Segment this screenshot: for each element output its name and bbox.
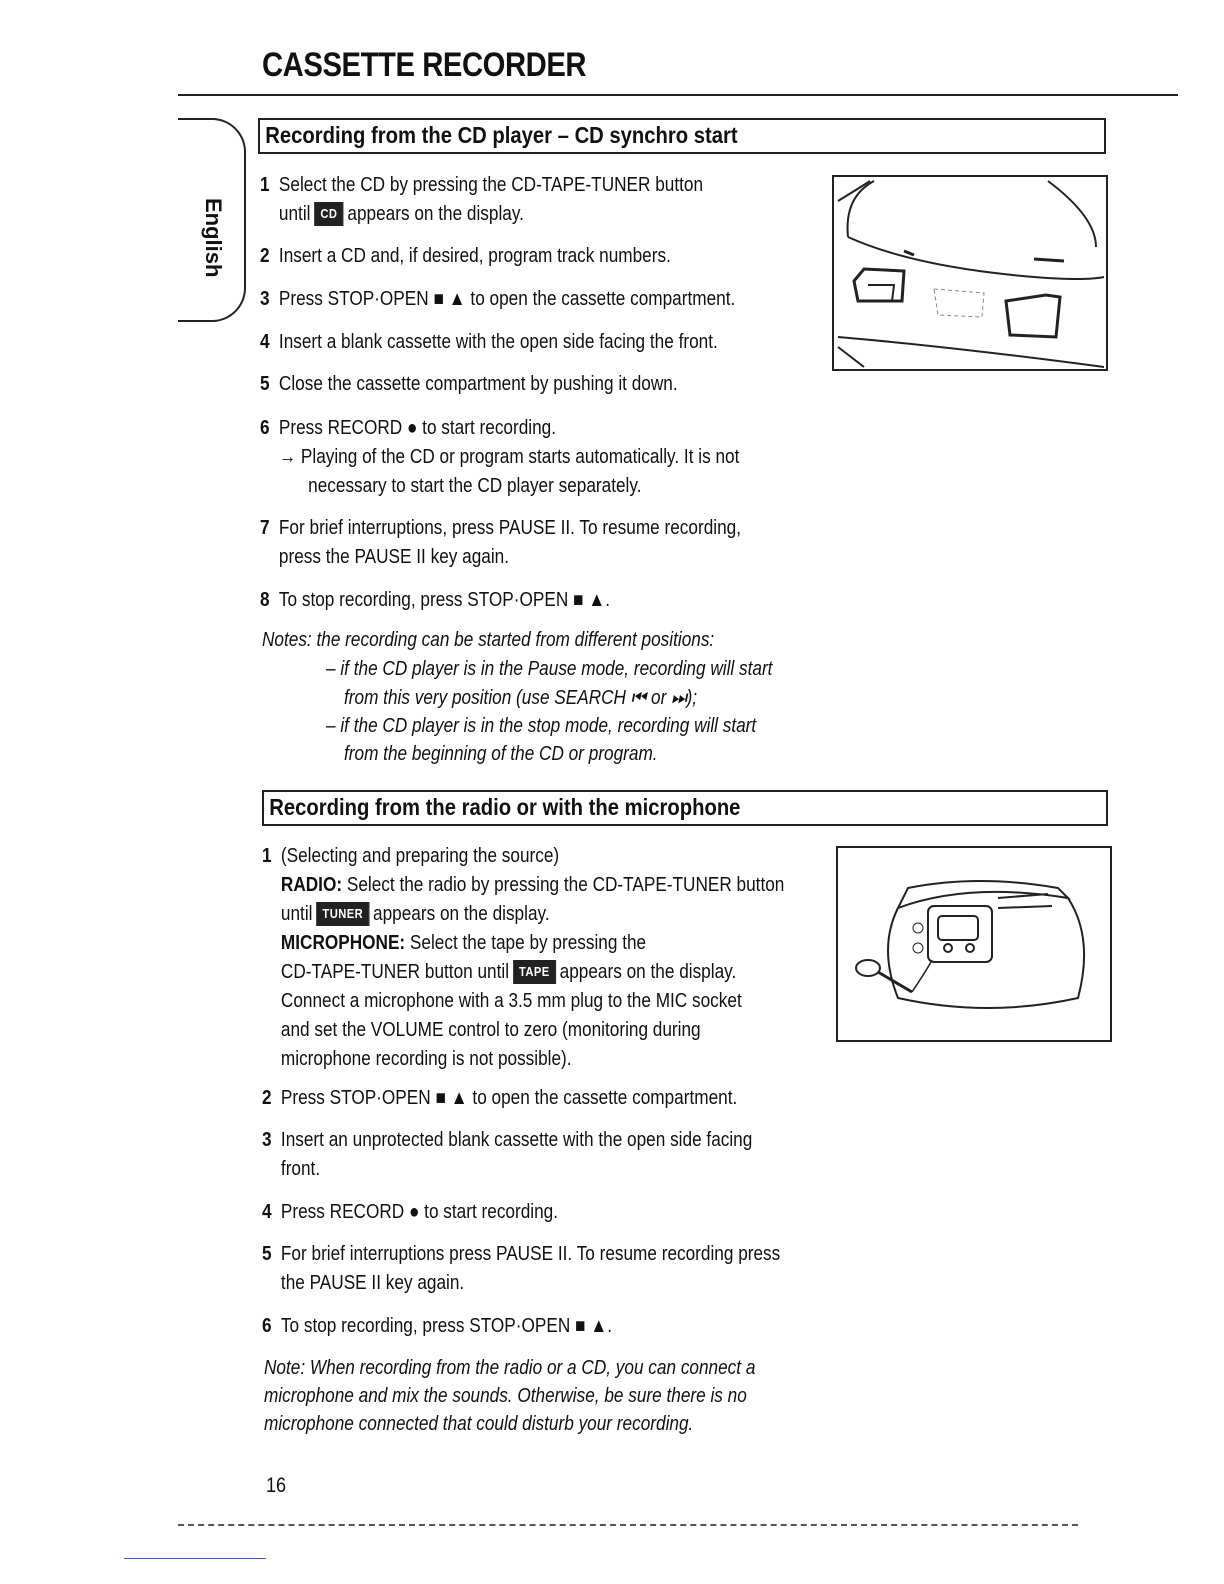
step-2: 2 Press STOP·OPEN ■ ▲ to open the cassette compartment. bbox=[262, 1087, 738, 1109]
section-title: Recording from the CD player – CD synchro start bbox=[265, 122, 738, 148]
pause-symbol: II bbox=[416, 546, 426, 568]
note-line-1: Note: When recording from the radio or a CD, you can connect a bbox=[264, 1357, 756, 1379]
step-1: 1 Select the CD by pressing the CD-TAPE-TUNER button until CD appears on the display. bbox=[260, 174, 704, 225]
cassette-buttons-illustration bbox=[834, 177, 1106, 369]
footer-rule bbox=[178, 1524, 1078, 1526]
note-item-1-line-2: from this very position (use SEARCH ⏮ or ⏭); bbox=[344, 687, 698, 709]
note-line-3: microphone connected that could disturb your recording. bbox=[264, 1413, 694, 1435]
microphone-label: MICROPHONE: bbox=[280, 932, 406, 954]
step-8: 8 To stop recording, press STOP·OPEN ■ ▲. bbox=[260, 589, 611, 611]
stop-eject-symbol: ■ ▲ bbox=[573, 589, 606, 611]
section-heading-radio-microphone bbox=[262, 790, 1108, 826]
record-symbol: ● bbox=[406, 417, 418, 439]
step-3: 3 Insert an unprotected blank cassette with the open side facing front. bbox=[262, 1129, 753, 1180]
header-rule bbox=[178, 94, 1178, 96]
section-title: Recording from the radio or with the microphone bbox=[269, 794, 741, 820]
step-6: 6 To stop recording, press STOP·OPEN ■ ▲. bbox=[262, 1315, 613, 1337]
note-line-2: microphone and mix the sounds. Otherwise, be sure there is no bbox=[264, 1385, 747, 1407]
boombox-microphone-illustration bbox=[838, 848, 1110, 1040]
pause-symbol: II bbox=[371, 1272, 382, 1294]
step-7: 7 For brief interruptions, press PAUSE II. To resume recording, press the PAUSE II key again. bbox=[260, 517, 741, 568]
tuner-display-indicator: TUNER bbox=[317, 903, 368, 925]
pause-symbol: II bbox=[560, 517, 571, 539]
page-title: CASSETTE RECORDER bbox=[262, 46, 587, 84]
step-3: 3 Press STOP·OPEN ■ ▲ to open the cassette compartment. bbox=[260, 288, 736, 310]
step-1-source: 1 (Selecting and preparing the source) RADIO: Select the radio by pressing the CD-TAPE-TUNER button until TUNER appears on the display. MICROPHONE: Select the tape by pressing the CD-TAPE-TUNER button until TAPE appears on the display. Connect a microphone with a 3.5 mm plug to the MIC socket and set the VOLUME control to zero (monitoring during microphone recording is not possible). bbox=[262, 845, 785, 1070]
page-number: 16 bbox=[266, 1474, 287, 1497]
record-symbol: ● bbox=[408, 1201, 420, 1223]
note-item-1-line-1: – if the CD player is in the Pause mode, recording will start bbox=[326, 658, 773, 680]
step-2: 2 Insert a CD and, if desired, program track numbers. bbox=[260, 245, 671, 267]
tape-display-indicator: TAPE bbox=[514, 961, 555, 983]
step-5: 5 For brief interruptions press PAUSE II. To resume recording press the PAUSE II key again. bbox=[262, 1243, 781, 1294]
radio-label: RADIO: bbox=[280, 874, 343, 896]
step-5: 5 Close the cassette compartment by pushing it down. bbox=[260, 373, 678, 395]
step-4: 4 Press RECORD ● to start recording. bbox=[262, 1201, 559, 1223]
cd-player-figure bbox=[832, 175, 1108, 371]
language-tab: English bbox=[201, 198, 226, 278]
note-item-2-line-1: – if the CD player is in the stop mode, recording will start bbox=[326, 715, 757, 737]
cd-display-indicator: CD bbox=[315, 203, 342, 225]
stop-eject-symbol: ■ ▲ bbox=[435, 1087, 468, 1109]
section-heading-cd-synchro bbox=[258, 118, 1106, 154]
step-6: 6 Press RECORD ● to start recording. → Playing of the CD or program starts automatically. It is not necessary to start the CD player separately. bbox=[260, 417, 740, 497]
notes-intro: Notes: the recording can be started from different positions: bbox=[262, 629, 715, 651]
stop-eject-symbol: ■ ▲ bbox=[575, 1315, 608, 1337]
radio-cassette-figure bbox=[836, 846, 1112, 1042]
note-item-2-line-2: from the beginning of the CD or program. bbox=[344, 743, 658, 765]
scan-artifact-line bbox=[124, 1558, 266, 1559]
stop-eject-symbol: ■ ▲ bbox=[433, 288, 466, 310]
step-4: 4 Insert a blank cassette with the open side facing the front. bbox=[260, 331, 718, 353]
pause-symbol: II bbox=[557, 1243, 568, 1265]
